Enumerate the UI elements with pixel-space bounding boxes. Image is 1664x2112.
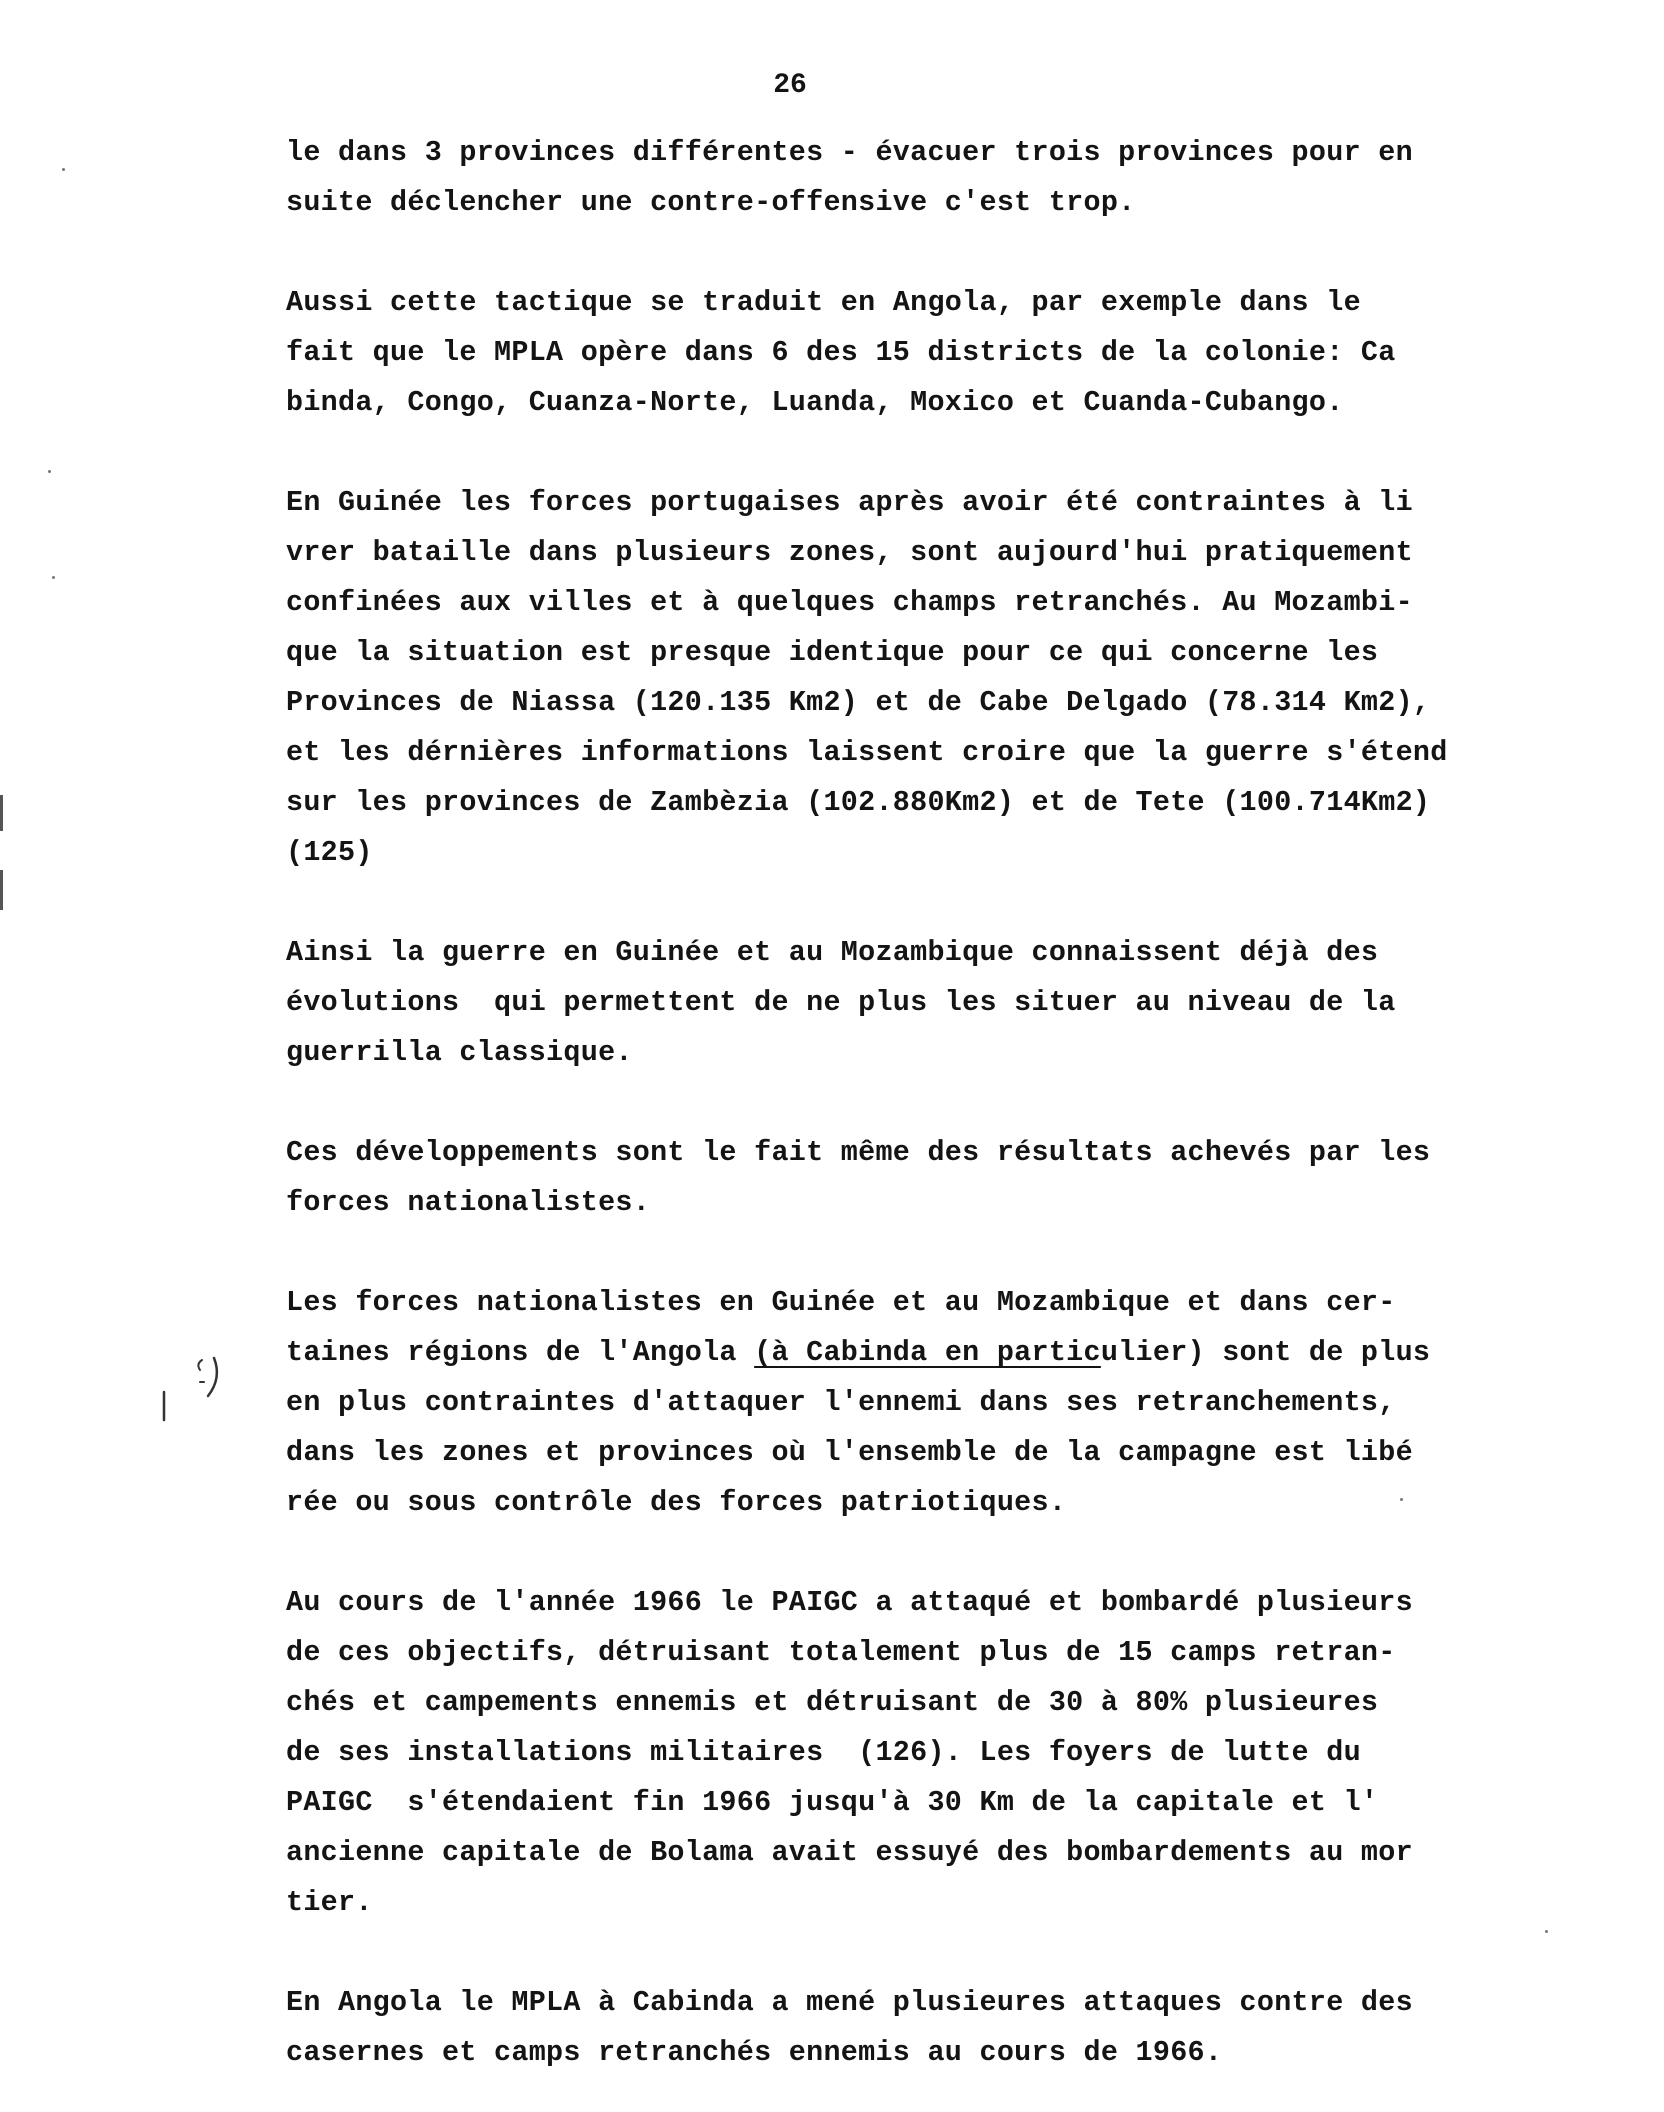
scan-edge-mark [0,795,3,831]
handwritten-margin-mark [150,1352,230,1432]
text-line: casernes et camps retranchés ennemis au cours de 1966. [286,2036,1223,2069]
text-line: ancienne capitale de Bolama avait essuyé des bombardements au mor [286,1836,1413,1869]
text-line: Aussi cette tactique se traduit en Angola, par exemple dans le [286,286,1361,319]
scan-speck [62,168,65,171]
text-line: et les dérnières informations laissent croire que la guerre s'étend [286,736,1448,769]
text-line: tier. [286,1886,373,1919]
text-line: Les forces nationalistes en Guinée et au Mozambique et dans cer- [286,1286,1396,1319]
underlined-phrase: (à Cabinda en partic [754,1336,1101,1369]
text-line: que la situation est presque identique pour ce qui concerne les [286,636,1379,669]
text-line: binda, Congo, Cuanza-Norte, Luanda, Moxico et Cuanda-Cubango. [286,386,1344,419]
page-number: 26 [773,70,807,101]
text-line: confinées aux villes et à quelques champs retranchés. Au Mozambi- [286,586,1413,619]
text-line: Ainsi la guerre en Guinée et au Mozambique connaissent déjà des [286,936,1379,969]
text-line-with-underline [286,1328,1626,1378]
scan-speck [1545,1930,1548,1933]
text-line: guerrilla classique. [286,1036,633,1069]
text-line: En Angola le MPLA à Cabinda a mené plusieures attaques contre des [286,1986,1413,2019]
text-line: évolutions qui permettent de ne plus les situer au niveau de la [286,986,1396,1019]
text-segment: taines régions de l'Angola [286,1336,755,1369]
text-line: en plus contraintes d'attaquer l'ennemi dans ses retranchements, [286,1386,1396,1419]
text-line: fait que le MPLA opère dans 6 des 15 districts de la colonie: Ca [286,336,1396,369]
text-line: de ses installations militaires (126). Les foyers de lutte du [286,1736,1361,1769]
text-line: Ces développements sont le fait même des résultats achevés par les [286,1136,1431,1169]
scan-edge-mark [0,870,3,910]
scan-speck [52,576,55,579]
text-line: chés et campements ennemis et détruisant de 30 à 80% plusieures [286,1686,1379,1719]
text-line: dans les zones et provinces où l'ensemble de la campagne est libé [286,1436,1413,1469]
text-line: PAIGC s'étendaient fin 1966 jusqu'à 30 Km de la capitale et l' [286,1786,1379,1819]
text-segment: ulier) sont de plus [1100,1336,1431,1369]
text-line: (125) [286,836,373,869]
text-line: de ces objectifs, détruisant totalement plus de 15 camps retran- [286,1636,1396,1669]
text-line: sur les provinces de Zambèzia (102.880Km2) et de Tete (100.714Km2) [286,786,1431,819]
text-line: Au cours de l'année 1966 le PAIGC a attaqué et bombardé plusieurs [286,1586,1413,1619]
text-line: le dans 3 provinces différentes - évacuer trois provinces pour en [286,136,1413,169]
scan-speck [1400,1498,1403,1501]
text-line: Provinces de Niassa (120.135 Km2) et de Cabe Delgado (78.314 Km2), [286,686,1431,719]
text-line: suite déclencher une contre-offensive c'est trop. [286,186,1136,219]
scan-speck [48,470,51,473]
text-line: vrer bataille dans plusieurs zones, sont aujourd'hui pratiquement [286,536,1413,569]
text-line: forces nationalistes. [286,1186,651,1219]
text-line: En Guinée les forces portugaises après avoir été contraintes à li [286,486,1413,519]
text-line: rée ou sous contrôle des forces patriotiques. [286,1486,1067,1519]
body-text [286,128,1626,2078]
